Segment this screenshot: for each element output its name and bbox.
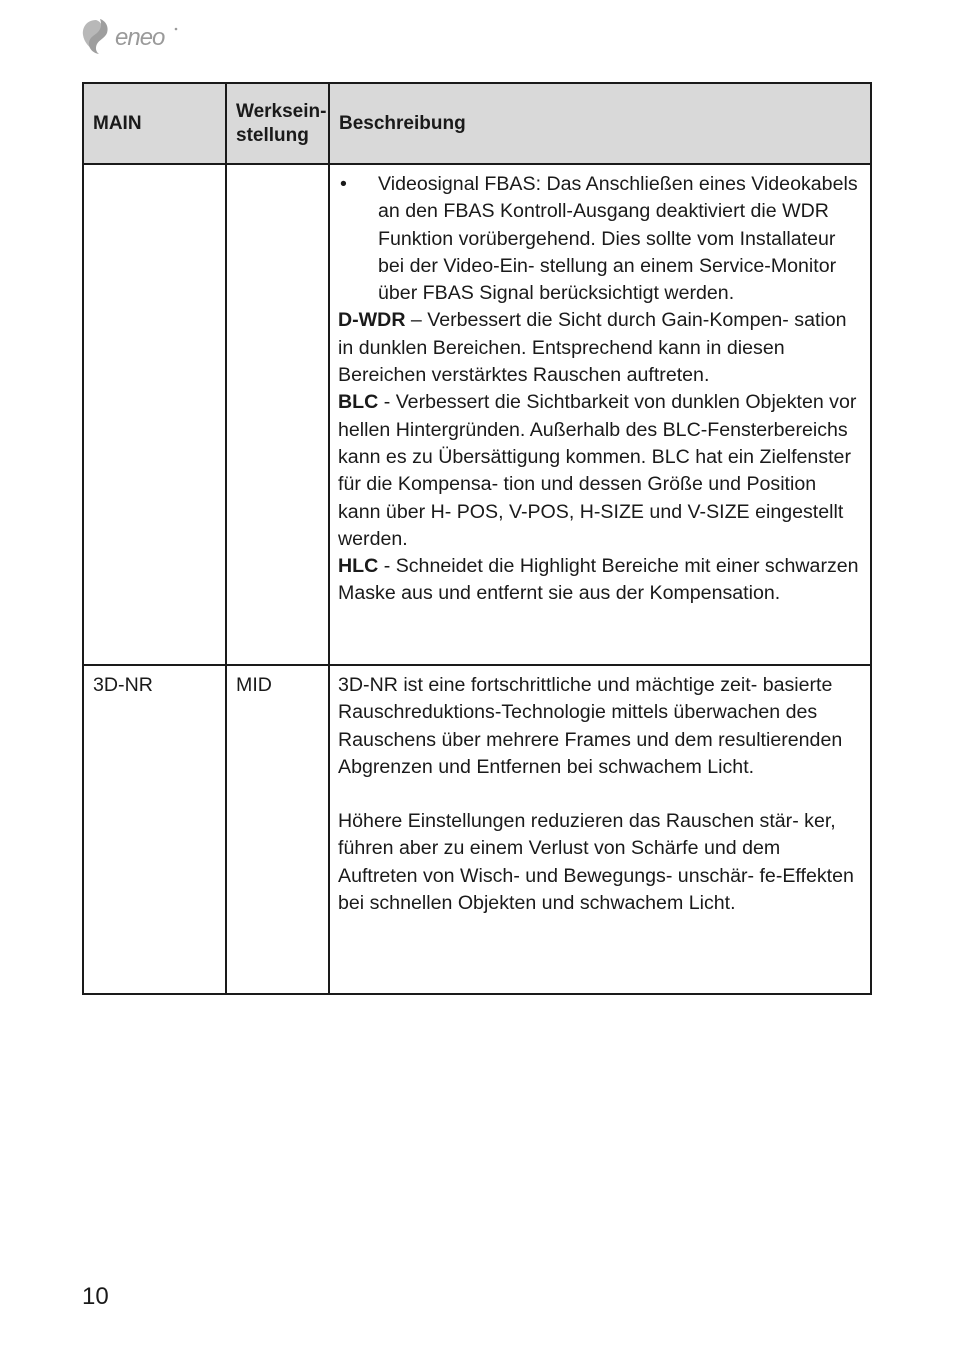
eneo-logo bbox=[80, 16, 190, 58]
bullet-dot: • bbox=[340, 173, 347, 195]
row2-description bbox=[329, 665, 871, 994]
3dnr-paragraph-2: Höhere Einstellungen reduzieren das Rauschen stär- ker, führen aber zu einem Verlust von Schärfe und dem Auftreten von Wisch- und Bewegungs- unschär- fe-Effekten bei schnellen Objekten und schwachem Licht. bbox=[338, 810, 854, 915]
svg-text:eneo: eneo bbox=[115, 24, 165, 51]
row1-main bbox=[83, 164, 226, 665]
table-header-row bbox=[83, 83, 871, 164]
dwdr-text: – Verbessert die Sicht durch Gain-Kompen- sation in dunklen Bereichen. Entsprechend kann in diesen Bereichen verstärktes Rauschen auftreten. bbox=[338, 309, 847, 387]
hlc-text: - Schneidet die Highlight Bereiche mit einer schwarzen Maske aus und entfernt sie aus der Kompensation. bbox=[338, 555, 859, 605]
row1-description bbox=[329, 164, 871, 665]
blc-term: BLC bbox=[338, 391, 379, 414]
row2-default: MID bbox=[226, 665, 329, 994]
table-row bbox=[83, 665, 871, 994]
header-main: MAIN bbox=[83, 83, 226, 164]
header-description: Beschreibung bbox=[329, 83, 871, 164]
bullet-item bbox=[338, 171, 862, 307]
hlc-term: HLC bbox=[338, 555, 379, 578]
header-default: Werksein- stellung bbox=[226, 83, 329, 164]
dwdr-term: D-WDR bbox=[338, 309, 406, 332]
bullet-text: Videosignal FBAS: Das Anschließen eines Videokabels an den FBAS Kontroll-Ausgang deaktiviert die WDR Funktion vorübergehend. Dies sollte vom Installateur bei der Video-Ein- stellung an einem Service-Monitor über FBAS Signal berücksichtigt werden. bbox=[378, 173, 858, 305]
hlc-paragraph bbox=[338, 553, 862, 608]
settings-table bbox=[82, 82, 872, 995]
table-row bbox=[83, 164, 871, 665]
3dnr-paragraph-1: 3D-NR ist eine fortschrittliche und mächtige zeit- basierte Rauschreduktions-Technologie mittels überwachen des Rauschens über mehrere Frames und dem resultierenden Abgrenzen und Entfernen bei schwachem Licht. bbox=[338, 674, 843, 778]
blc-text: - Verbessert die Sichtbarkeit von dunklen Objekten vor hellen Hintergründen. Außerhalb des BLC-Fensterbereichs kann es zu Übersättigung kommen. BLC hat ein Zielfenster für die Kompensa- tion und dessen Größe und Position kann über H- POS, V-POS, H-SIZE und V-SIZE eingestellt werden. bbox=[338, 391, 857, 550]
dwdr-paragraph bbox=[338, 307, 862, 389]
row1-default bbox=[226, 164, 329, 665]
blc-paragraph bbox=[338, 389, 862, 553]
row2-main: 3D-NR bbox=[83, 665, 226, 994]
page-number: 10 bbox=[82, 1283, 109, 1310]
